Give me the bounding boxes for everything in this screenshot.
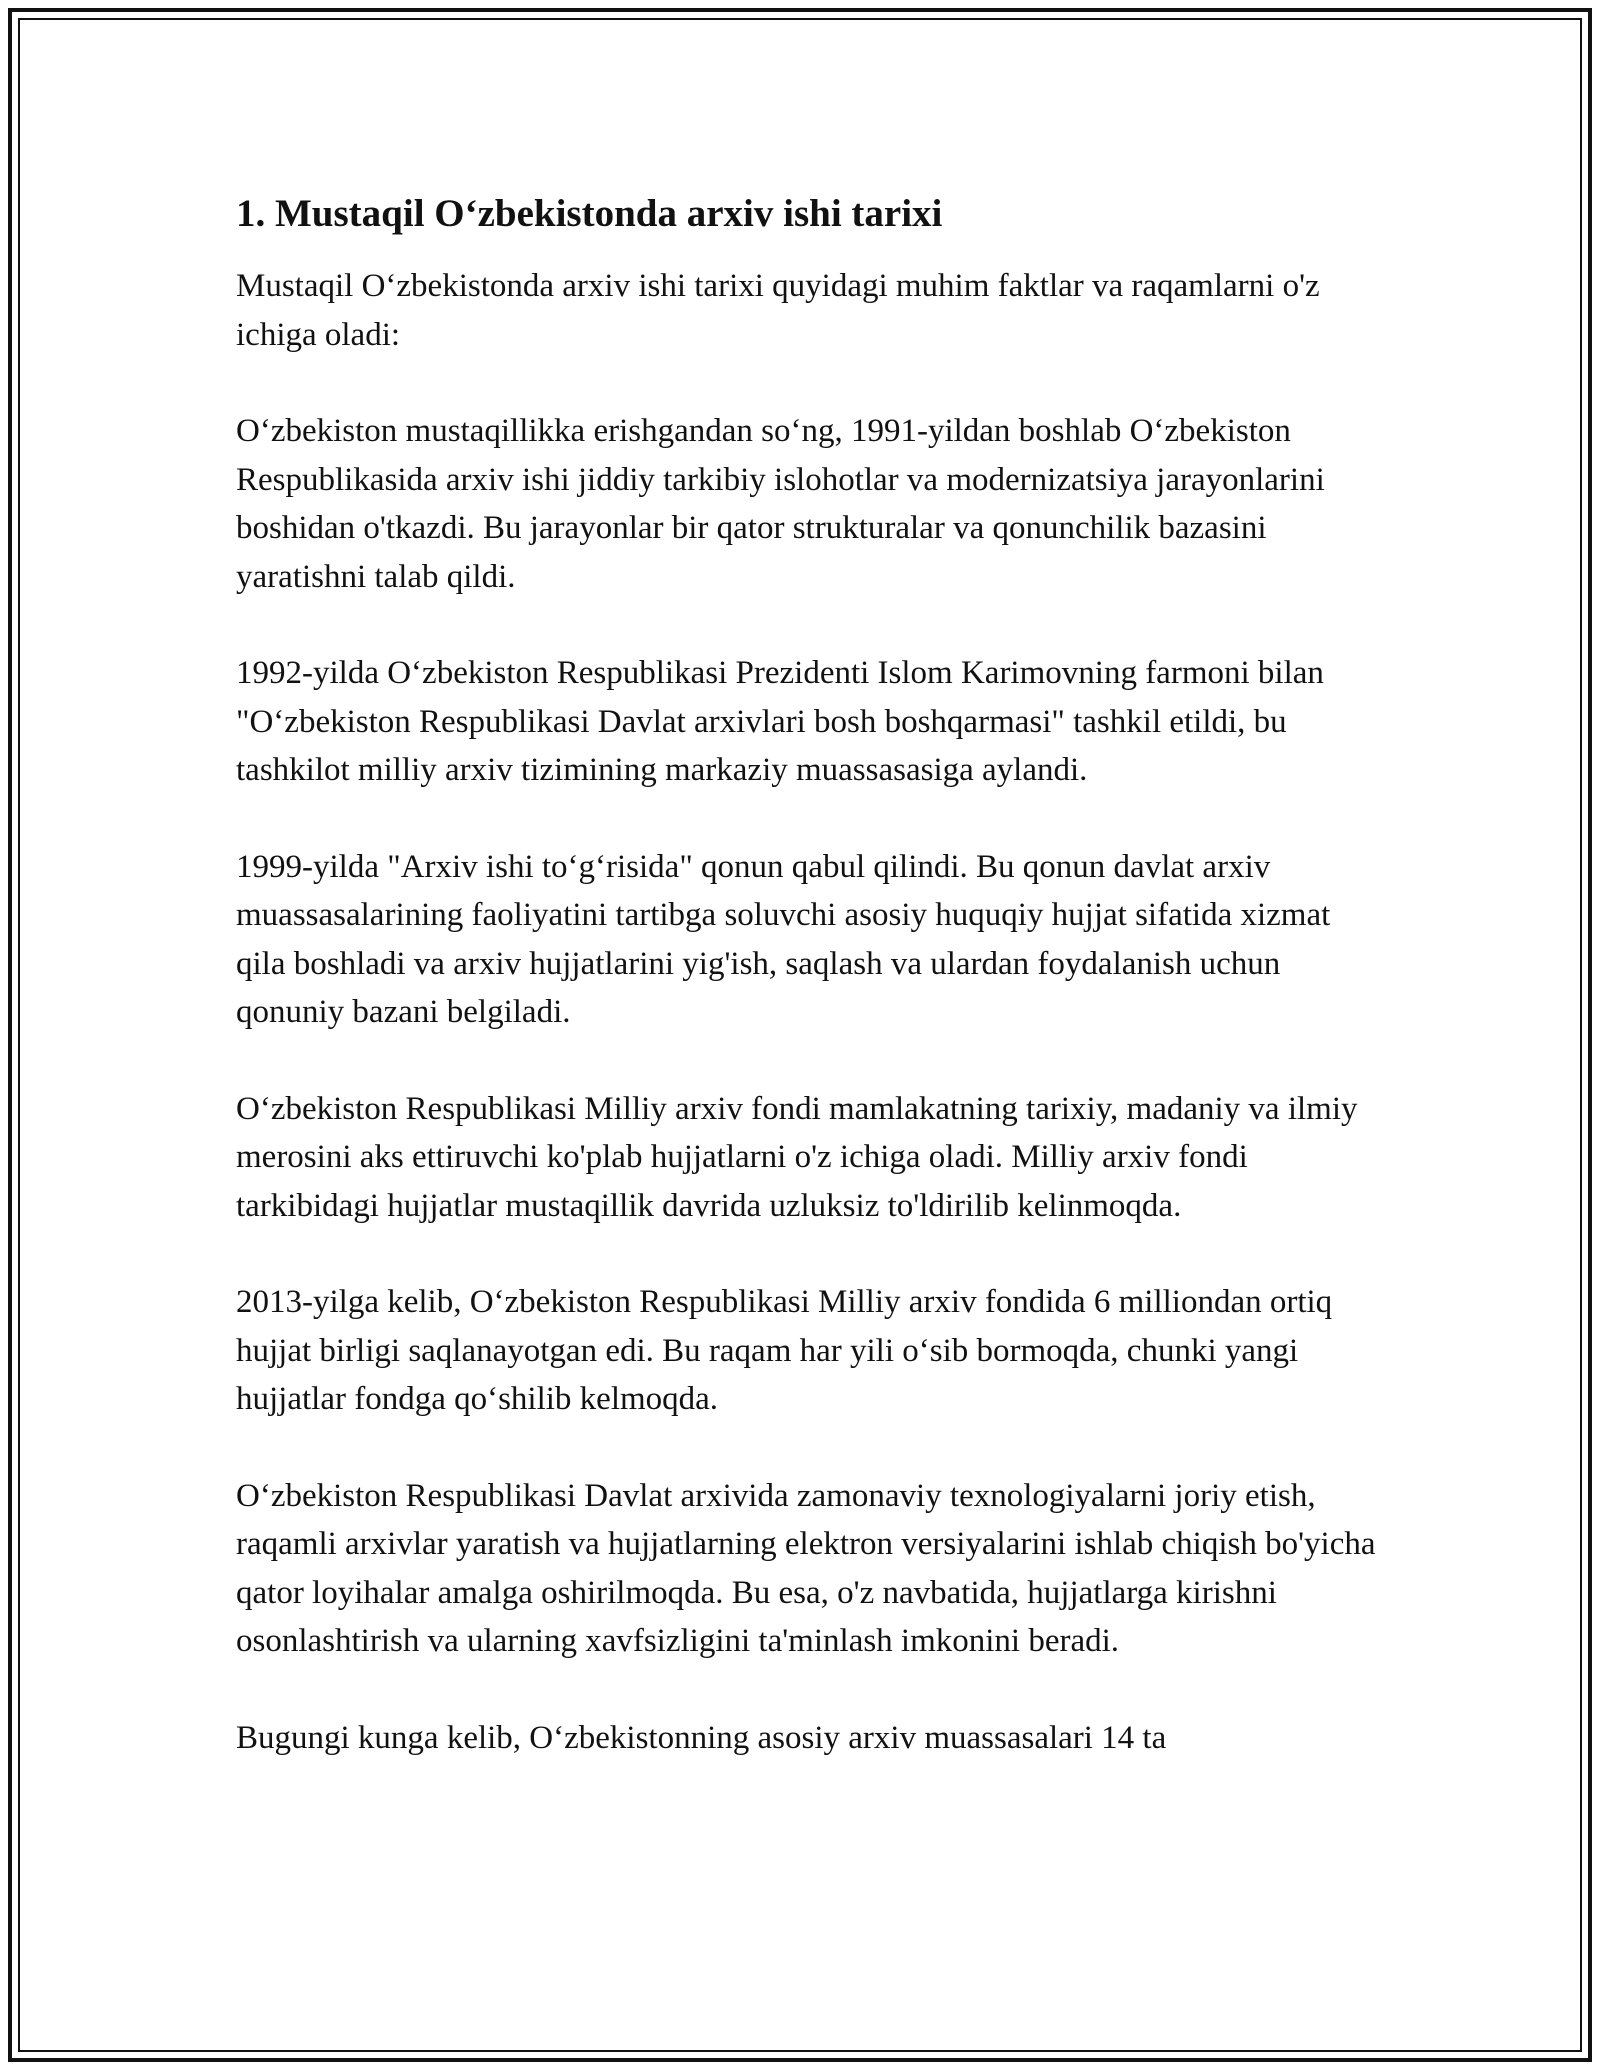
- paragraph-2013-statistics: 2013-yilga kelib, O‘zbekiston Respublikasi Milliy arxiv fondida 6 milliondan ortiq hujjat birligi saqlanayotgan edi. Bu raqam har yili o‘sib bormoqda, chunki yangi hujjatlar fondga qo‘shilib kelmoqda.: [236, 1284, 1333, 1417]
- paragraph-1992-decree: 1992-yilda O‘zbekiston Respublikasi Prezidenti Islom Karimovning farmoni bilan "O‘zbekiston Respublikasi Davlat arxivlari bosh boshqarmasi" tashkil etildi, bu tashkilot milliy arxiv tizimining markaziy muassasasiga aylandi.: [236, 655, 1324, 788]
- section-heading: 1. Mustaqil O‘zbekistonda arxiv ishi tarixi: [236, 192, 943, 235]
- document-body: [236, 188, 1376, 1810]
- paragraph-institutions: Bugungi kunga kelib, O‘zbekistonning asosiy arxiv muassasalari 14 ta: [236, 1719, 1167, 1756]
- paragraph-1999-law: 1999-yilda "Arxiv ishi to‘g‘risida" qonun qabul qilindi. Bu qonun davlat arxiv muassasalarining faoliyatini tartibga soluvchi asosiy huquqiy hujjat sifatida xizmat qila boshladi va arxiv hujjatlarini yig'ish, saqlash va ulardan foydalanish uchun qonuniy bazani belgiladi.: [236, 848, 1331, 1030]
- paragraph-1991-reforms: O‘zbekiston mustaqillikka erishgandan so‘ng, 1991-yildan boshlab O‘zbekiston Respublikasida arxiv ishi jiddiy tarkibiy islohotlar va modernizatsiya jarayonlarini boshidan o'tkazdi. Bu jarayonlar bir qator strukturalar va qonunchilik bazasini yaratishni talab qildi.: [236, 413, 1325, 595]
- paragraph-digitization: O‘zbekiston Respublikasi Davlat arxivida zamonaviy texnologiyalarni joriy etish, raqamli arxivlar yaratish va hujjatlarning elektron versiyalarini ishlab chiqish bo'yicha qator loyihalar amalga oshirilmoqda. Bu esa, o'z navbatida, hujjatlarga kirishni osonlashtirish va ularning xavfsizligini ta'minlash imkonini beradi.: [236, 1477, 1376, 1659]
- paragraph-national-fund: O‘zbekiston Respublikasi Milliy arxiv fondi mamlakatning tarixiy, madaniy va ilmiy merosini aks ettiruvchi ko'plab hujjatlarni o'z ichiga oladi. Milliy arxiv fondi tarkibidagi hujjatlar mustaqillik davrida uzluksiz to'ldirilib kelinmoqda.: [236, 1090, 1358, 1224]
- paragraph-intro: Mustaqil O‘zbekistonda arxiv ishi tarixi quyidagi muhim faktlar va raqamlarni o'z ichiga oladi:: [236, 268, 1320, 353]
